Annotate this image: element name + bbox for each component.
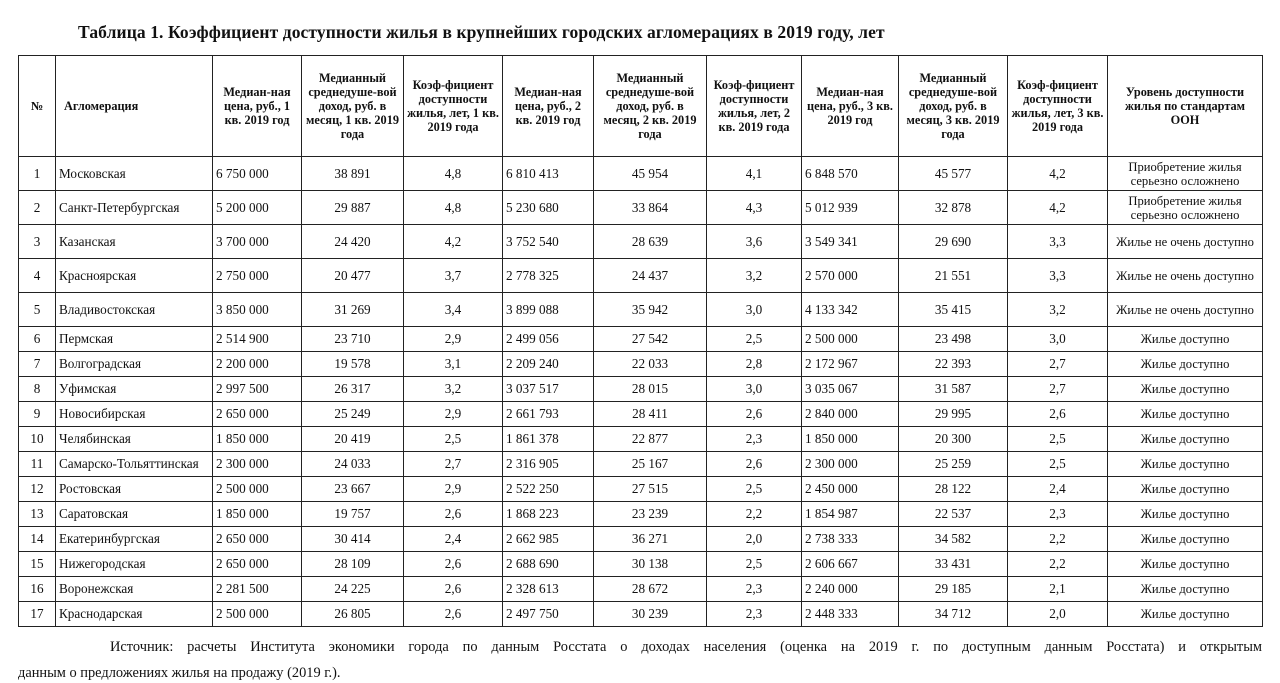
price-q3: 4 133 342 (802, 293, 899, 327)
agglomeration-name: Новосибирская (56, 402, 213, 427)
price-q3: 2 240 000 (802, 577, 899, 602)
agglomeration-name: Владивостокская (56, 293, 213, 327)
ratio-q1: 2,9 (404, 477, 503, 502)
income-q2: 27 542 (594, 327, 707, 352)
income-q1: 28 109 (302, 552, 404, 577)
ratio-q1: 2,4 (404, 527, 503, 552)
affordability-table (18, 55, 1263, 627)
table-row (19, 259, 1263, 293)
ratio-q2: 2,8 (707, 352, 802, 377)
price-q3: 2 172 967 (802, 352, 899, 377)
ratio-q2: 3,0 (707, 377, 802, 402)
un-level: Жилье не очень доступно (1108, 259, 1263, 293)
price-q3: 2 840 000 (802, 402, 899, 427)
income-q2: 45 954 (594, 157, 707, 191)
col-header-agglomeration: Агломерация (56, 56, 213, 157)
price-q1: 2 300 000 (213, 452, 302, 477)
row-number: 7 (19, 352, 56, 377)
agglomeration-name: Волгоградская (56, 352, 213, 377)
income-q2: 30 239 (594, 602, 707, 627)
col-header-ratio-q2: Коэф-фициент доступности жилья, лет, 2 кв. 2019 года (707, 56, 802, 157)
agglomeration-name: Самарско-Тольяттинская (56, 452, 213, 477)
source-note-continuation: данным о предложениях жилья на продажу (2019 г.). (18, 665, 341, 681)
ratio-q1: 2,6 (404, 552, 503, 577)
price-q1: 2 200 000 (213, 352, 302, 377)
price-q2: 2 328 613 (503, 577, 594, 602)
price-q2: 3 899 088 (503, 293, 594, 327)
price-q3: 2 300 000 (802, 452, 899, 477)
income-q1: 30 414 (302, 527, 404, 552)
row-number: 13 (19, 502, 56, 527)
table-row (19, 191, 1263, 225)
price-q3: 3 035 067 (802, 377, 899, 402)
price-q1: 6 750 000 (213, 157, 302, 191)
income-q3: 31 587 (899, 377, 1008, 402)
price-q3: 2 570 000 (802, 259, 899, 293)
income-q3: 23 498 (899, 327, 1008, 352)
ratio-q2: 4,3 (707, 191, 802, 225)
un-level: Жилье доступно (1108, 502, 1263, 527)
ratio-q2: 2,0 (707, 527, 802, 552)
income-q1: 24 225 (302, 577, 404, 602)
income-q3: 22 393 (899, 352, 1008, 377)
income-q3: 25 259 (899, 452, 1008, 477)
ratio-q1: 3,2 (404, 377, 503, 402)
col-header-ratio-q1: Коэф-фициент доступности жилья, лет, 1 кв. 2019 года (404, 56, 503, 157)
income-q1: 20 477 (302, 259, 404, 293)
row-number: 5 (19, 293, 56, 327)
un-level: Жилье доступно (1108, 427, 1263, 452)
ratio-q2: 2,6 (707, 402, 802, 427)
row-number: 2 (19, 191, 56, 225)
price-q1: 2 650 000 (213, 552, 302, 577)
price-q2: 2 662 985 (503, 527, 594, 552)
table-row (19, 157, 1263, 191)
income-q1: 23 710 (302, 327, 404, 352)
income-q2: 28 015 (594, 377, 707, 402)
un-level: Жилье не очень доступно (1108, 293, 1263, 327)
income-q3: 22 537 (899, 502, 1008, 527)
un-level: Жилье доступно (1108, 602, 1263, 627)
ratio-q3: 3,2 (1008, 293, 1108, 327)
agglomeration-name: Пермская (56, 327, 213, 352)
income-q3: 28 122 (899, 477, 1008, 502)
income-q1: 19 757 (302, 502, 404, 527)
un-level: Жилье доступно (1108, 377, 1263, 402)
table-row (19, 527, 1263, 552)
row-number: 12 (19, 477, 56, 502)
agglomeration-name: Нижегородская (56, 552, 213, 577)
ratio-q1: 4,8 (404, 191, 503, 225)
table-row (19, 602, 1263, 627)
income-q3: 21 551 (899, 259, 1008, 293)
table-title: Таблица 1. Коэффициент доступности жилья в крупнейших городских агломерациях в 2019 году, лет (78, 22, 885, 42)
ratio-q2: 2,2 (707, 502, 802, 527)
price-q3: 2 448 333 (802, 602, 899, 627)
ratio-q3: 3,3 (1008, 225, 1108, 259)
income-q2: 24 437 (594, 259, 707, 293)
un-level: Приобретение жилья серьезно осложнено (1108, 191, 1263, 225)
un-level: Жилье доступно (1108, 352, 1263, 377)
price-q1: 2 281 500 (213, 577, 302, 602)
row-number: 4 (19, 259, 56, 293)
col-header-income-q2: Медианный среднедуше-вой доход, руб. в месяц, 2 кв. 2019 года (594, 56, 707, 157)
table-row (19, 327, 1263, 352)
income-q1: 19 578 (302, 352, 404, 377)
ratio-q3: 2,4 (1008, 477, 1108, 502)
price-q2: 6 810 413 (503, 157, 594, 191)
income-q3: 29 690 (899, 225, 1008, 259)
agglomeration-name: Воронежская (56, 577, 213, 602)
agglomeration-name: Краснодарская (56, 602, 213, 627)
col-header-price-q2: Медиан-ная цена, руб., 2 кв. 2019 год (503, 56, 594, 157)
price-q1: 2 750 000 (213, 259, 302, 293)
ratio-q1: 2,6 (404, 577, 503, 602)
col-header-income-q3: Медианный среднедуше-вой доход, руб. в месяц, 3 кв. 2019 года (899, 56, 1008, 157)
income-q3: 20 300 (899, 427, 1008, 452)
table-row (19, 293, 1263, 327)
agglomeration-name: Уфимская (56, 377, 213, 402)
price-q3: 2 606 667 (802, 552, 899, 577)
income-q3: 35 415 (899, 293, 1008, 327)
agglomeration-name: Екатеринбургская (56, 527, 213, 552)
ratio-q3: 2,3 (1008, 502, 1108, 527)
agglomeration-name: Санкт-Петербургская (56, 191, 213, 225)
income-q1: 26 317 (302, 377, 404, 402)
price-q3: 1 854 987 (802, 502, 899, 527)
ratio-q3: 2,2 (1008, 552, 1108, 577)
ratio-q3: 2,2 (1008, 527, 1108, 552)
ratio-q2: 2,5 (707, 327, 802, 352)
income-q1: 24 033 (302, 452, 404, 477)
income-q1: 24 420 (302, 225, 404, 259)
income-q1: 26 805 (302, 602, 404, 627)
price-q1: 2 500 000 (213, 602, 302, 627)
ratio-q2: 2,5 (707, 477, 802, 502)
un-level: Жилье доступно (1108, 327, 1263, 352)
ratio-q1: 4,2 (404, 225, 503, 259)
income-q1: 38 891 (302, 157, 404, 191)
agglomeration-name: Саратовская (56, 502, 213, 527)
ratio-q1: 2,9 (404, 327, 503, 352)
col-header-price-q3: Медиан-ная цена, руб., 3 кв. 2019 год (802, 56, 899, 157)
income-q1: 31 269 (302, 293, 404, 327)
price-q2: 3 037 517 (503, 377, 594, 402)
un-level: Жилье доступно (1108, 402, 1263, 427)
un-level: Жилье доступно (1108, 552, 1263, 577)
table-row (19, 427, 1263, 452)
price-q1: 1 850 000 (213, 502, 302, 527)
income-q2: 35 942 (594, 293, 707, 327)
ratio-q2: 2,6 (707, 452, 802, 477)
ratio-q3: 2,5 (1008, 427, 1108, 452)
price-q3: 5 012 939 (802, 191, 899, 225)
ratio-q2: 4,1 (707, 157, 802, 191)
income-q2: 27 515 (594, 477, 707, 502)
un-level: Жилье доступно (1108, 527, 1263, 552)
table-row (19, 377, 1263, 402)
income-q3: 29 185 (899, 577, 1008, 602)
row-number: 9 (19, 402, 56, 427)
price-q1: 3 700 000 (213, 225, 302, 259)
row-number: 11 (19, 452, 56, 477)
table-row (19, 452, 1263, 477)
row-number: 17 (19, 602, 56, 627)
agglomeration-name: Ростовская (56, 477, 213, 502)
price-q1: 2 500 000 (213, 477, 302, 502)
income-q1: 29 887 (302, 191, 404, 225)
income-q3: 33 431 (899, 552, 1008, 577)
agglomeration-name: Казанская (56, 225, 213, 259)
price-q2: 2 209 240 (503, 352, 594, 377)
price-q1: 2 650 000 (213, 402, 302, 427)
income-q2: 30 138 (594, 552, 707, 577)
ratio-q2: 2,3 (707, 577, 802, 602)
ratio-q3: 4,2 (1008, 191, 1108, 225)
source-note: Источник: расчеты Института экономики города по данным Росстата о доходах населения (оценка на 2019 г. по доступным данным Росстата) и открытым (110, 639, 1262, 655)
col-header-number: № (19, 56, 56, 157)
col-header-price-q1: Медиан-ная цена, руб., 1 кв. 2019 год (213, 56, 302, 157)
agglomeration-name: Красноярская (56, 259, 213, 293)
price-q3: 1 850 000 (802, 427, 899, 452)
price-q3: 6 848 570 (802, 157, 899, 191)
ratio-q3: 2,5 (1008, 452, 1108, 477)
price-q1: 2 650 000 (213, 527, 302, 552)
price-q1: 2 997 500 (213, 377, 302, 402)
income-q2: 22 033 (594, 352, 707, 377)
row-number: 8 (19, 377, 56, 402)
un-level: Приобретение жилья серьезно осложнено (1108, 157, 1263, 191)
table-row (19, 352, 1263, 377)
col-header-income-q1: Медианный среднедуше-вой доход, руб. в месяц, 1 кв. 2019 года (302, 56, 404, 157)
col-header-ratio-q3: Коэф-фициент доступности жилья, лет, 3 кв. 2019 года (1008, 56, 1108, 157)
row-number: 3 (19, 225, 56, 259)
ratio-q1: 2,6 (404, 602, 503, 627)
income-q2: 28 639 (594, 225, 707, 259)
income-q2: 22 877 (594, 427, 707, 452)
un-level: Жилье не очень доступно (1108, 225, 1263, 259)
income-q2: 36 271 (594, 527, 707, 552)
income-q2: 28 411 (594, 402, 707, 427)
agglomeration-name: Челябинская (56, 427, 213, 452)
income-q3: 34 712 (899, 602, 1008, 627)
ratio-q2: 2,3 (707, 602, 802, 627)
row-number: 14 (19, 527, 56, 552)
price-q2: 5 230 680 (503, 191, 594, 225)
price-q2: 2 497 750 (503, 602, 594, 627)
row-number: 15 (19, 552, 56, 577)
income-q3: 45 577 (899, 157, 1008, 191)
income-q2: 33 864 (594, 191, 707, 225)
ratio-q1: 2,7 (404, 452, 503, 477)
price-q3: 2 738 333 (802, 527, 899, 552)
price-q2: 2 522 250 (503, 477, 594, 502)
ratio-q3: 4,2 (1008, 157, 1108, 191)
price-q2: 2 499 056 (503, 327, 594, 352)
income-q1: 23 667 (302, 477, 404, 502)
price-q2: 2 688 690 (503, 552, 594, 577)
income-q3: 32 878 (899, 191, 1008, 225)
price-q3: 2 500 000 (802, 327, 899, 352)
price-q3: 3 549 341 (802, 225, 899, 259)
income-q1: 25 249 (302, 402, 404, 427)
ratio-q1: 3,4 (404, 293, 503, 327)
price-q2: 2 661 793 (503, 402, 594, 427)
price-q2: 2 778 325 (503, 259, 594, 293)
table-row (19, 552, 1263, 577)
ratio-q2: 2,5 (707, 552, 802, 577)
income-q1: 20 419 (302, 427, 404, 452)
header-row (19, 56, 1263, 157)
table-row (19, 225, 1263, 259)
ratio-q3: 3,3 (1008, 259, 1108, 293)
ratio-q3: 2,1 (1008, 577, 1108, 602)
table-row (19, 502, 1263, 527)
ratio-q1: 2,9 (404, 402, 503, 427)
income-q3: 34 582 (899, 527, 1008, 552)
income-q2: 28 672 (594, 577, 707, 602)
ratio-q1: 4,8 (404, 157, 503, 191)
ratio-q2: 2,3 (707, 427, 802, 452)
price-q2: 1 861 378 (503, 427, 594, 452)
price-q2: 2 316 905 (503, 452, 594, 477)
ratio-q3: 2,7 (1008, 377, 1108, 402)
income-q3: 29 995 (899, 402, 1008, 427)
ratio-q3: 2,0 (1008, 602, 1108, 627)
price-q1: 2 514 900 (213, 327, 302, 352)
ratio-q3: 3,0 (1008, 327, 1108, 352)
table-row (19, 402, 1263, 427)
ratio-q2: 3,0 (707, 293, 802, 327)
ratio-q3: 2,7 (1008, 352, 1108, 377)
price-q2: 3 752 540 (503, 225, 594, 259)
un-level: Жилье доступно (1108, 577, 1263, 602)
row-number: 1 (19, 157, 56, 191)
price-q2: 1 868 223 (503, 502, 594, 527)
row-number: 16 (19, 577, 56, 602)
price-q1: 5 200 000 (213, 191, 302, 225)
agglomeration-name: Московская (56, 157, 213, 191)
price-q1: 3 850 000 (213, 293, 302, 327)
income-q2: 25 167 (594, 452, 707, 477)
ratio-q2: 3,6 (707, 225, 802, 259)
price-q3: 2 450 000 (802, 477, 899, 502)
income-q2: 23 239 (594, 502, 707, 527)
table-row (19, 477, 1263, 502)
table-row (19, 577, 1263, 602)
row-number: 10 (19, 427, 56, 452)
un-level: Жилье доступно (1108, 452, 1263, 477)
ratio-q1: 2,5 (404, 427, 503, 452)
ratio-q1: 3,7 (404, 259, 503, 293)
col-header-un-level: Уровень доступности жилья по стандартам ООН (1108, 56, 1263, 157)
ratio-q3: 2,6 (1008, 402, 1108, 427)
un-level: Жилье доступно (1108, 477, 1263, 502)
ratio-q2: 3,2 (707, 259, 802, 293)
ratio-q1: 2,6 (404, 502, 503, 527)
ratio-q1: 3,1 (404, 352, 503, 377)
row-number: 6 (19, 327, 56, 352)
price-q1: 1 850 000 (213, 427, 302, 452)
